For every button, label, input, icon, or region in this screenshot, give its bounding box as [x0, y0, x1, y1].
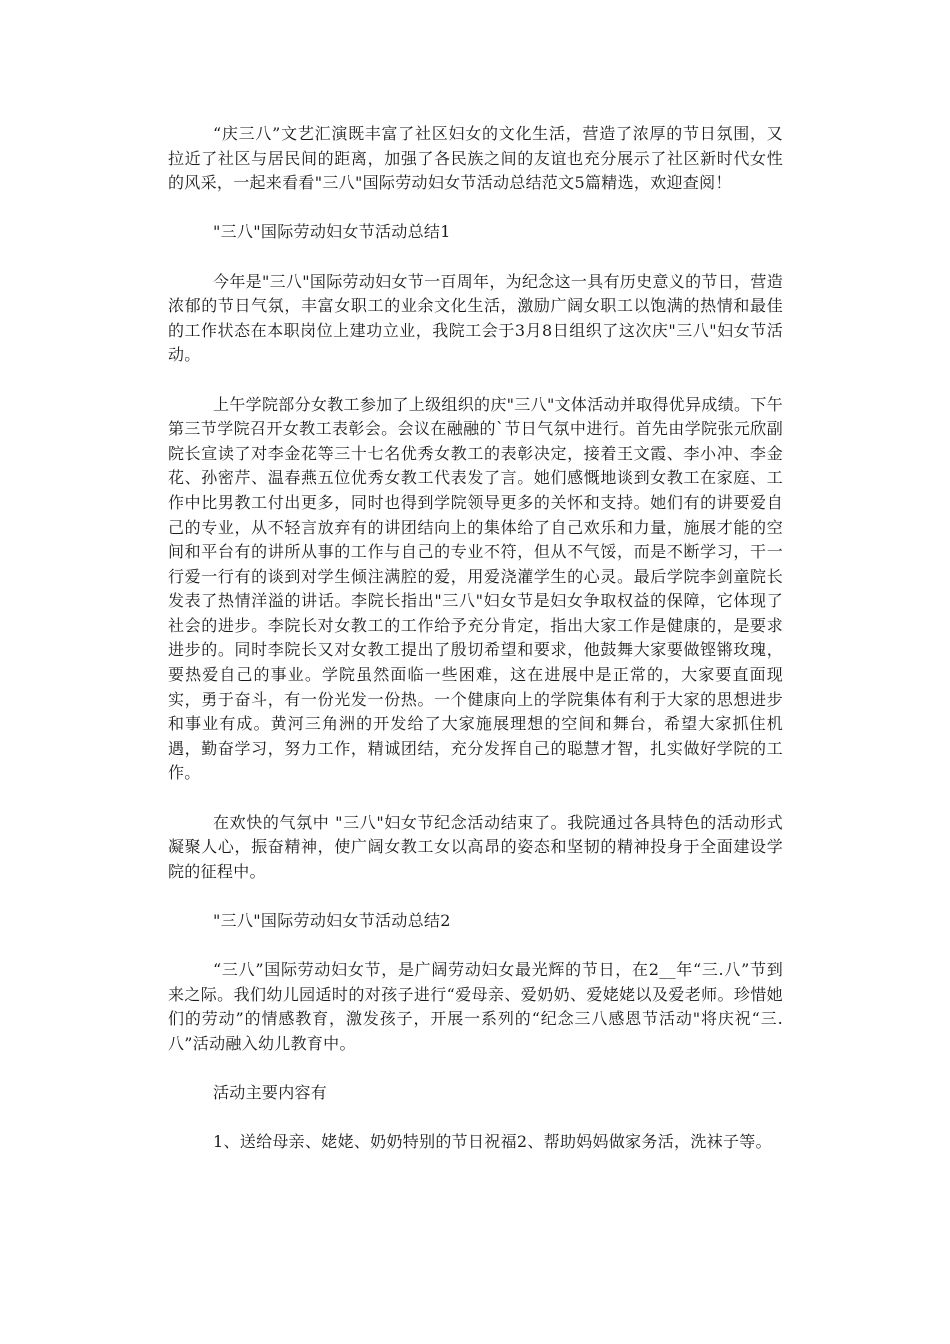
intro-paragraph: “庆三八”文艺汇演既丰富了社区妇女的文化生活，营造了浓厚的节日氛围，又拉近了社区与居民间的距离，加强了各民族之间的友谊也充分展示了社区新时代女性的风采，一起来看看"三八"国际劳动妇女节活动总结范文5篇精选，欢迎查阅！ — [168, 124, 783, 193]
body-paragraph: 在欢快的气氛中 "三八"妇女节纪念活动结束了。我院通过各具特色的活动形式凝聚人心，振奋精神，使广阔女教工女以高昂的姿态和坚韧的精神投身于全面建设学院的征程中。 — [168, 812, 783, 881]
body-paragraph: 上午学院部分女教工参加了上级组织的庆"三八"文体活动并取得优异成绩。下午第三节学院召开女教工表彰会。会议在融融的`节日气氛中进行。首先由学院张元欣副院长宣读了对李金花等三十七名优秀女教工的表彰决定，接着王文霞、李小冲、李金花、孙密芹、温春燕五位优秀女教工代表发了言。她们感慨地谈到女教工在家庭、工作中比男教工付出更多，同时也得到学院领导更多的关怀和支持。她们有的讲要爱自己的专业，从不轻言放弃有的讲团结向上的集体给了自己欢乐和力量，施展才能的空间和平台有的讲所从事的工作与自己的专业不符，但从不气馁，而是不断学习，干一行爱一行有的谈到对学生倾注满腔的爱，用爱浇灌学生的心灵。最后学院李剑童院长发表了热情洋溢的讲话。李院长指出"三八"妇女节是妇女争取权益的保障，它体现了社会的进步。李院长对女教工的工作给予充分肯定，指出大家工作是健康的，是要求进步的。同时李院长又对女教工提出了殷切希望和要求，他鼓舞大家要做铿锵玫瑰，要热爱自己的事业。学院虽然面临一些困难，这在进展中是正常的，大家要直面现实，勇于奋斗，有一份光发一份热。一个健康向上的学院集体有利于大家的思想进步和事业有成。黄河三角洲的开发给了大家施展理想的空间和舞台，希望大家抓住机遇，勤奋学习，努力工作，精诚团结，充分发挥自己的聪慧才智，扎实做好学院的工作。 — [168, 394, 783, 783]
body-paragraph: “三八”国际劳动妇女节，是广阔劳动妇女最光辉的节日，在2__年“三.八”节到来之际。我们幼儿园适时的对孩子进行“爱母亲、爱奶奶、爱姥姥以及爱老师。珍惜她们的劳动”的情感教育，激发孩子，开展一系列的“纪念三八感恩节活动"将庆祝“三.八”活动融入幼儿教育中。 — [168, 960, 783, 1053]
document-body — [168, 122, 783, 1180]
list-item: 1、送给母亲、姥姥、奶奶特别的节日祝福2、帮助妈妈做家务活，洗袜子等。 — [213, 1132, 772, 1152]
section-heading-2: "三八"国际劳动妇女节活动总结2 — [213, 911, 451, 930]
subheading: 活动主要内容有 — [213, 1083, 328, 1103]
section-heading-1: "三八"国际劳动妇女节活动总结1 — [213, 222, 451, 242]
body-paragraph: 今年是"三八"国际劳动妇女节一百周年，为纪念这一具有历史意义的节日，营造浓郁的节日气氛，丰富女职工的业余文化生活，激励广阔女职工以饱满的热情和最佳的工作状态在本职岗位上建功立业，我院工会于3月8日组织了这次庆"三八"妇女节活动。 — [168, 271, 783, 365]
